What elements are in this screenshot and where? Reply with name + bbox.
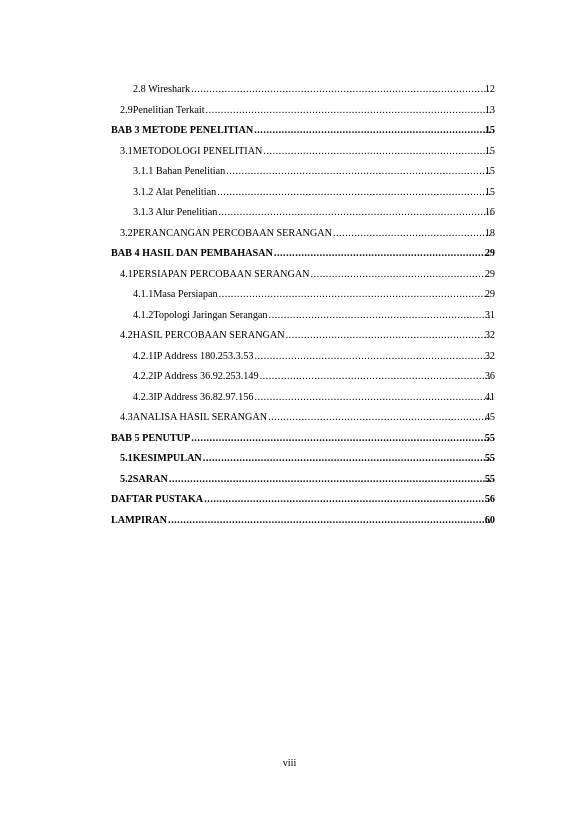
toc-row — [0, 347, 579, 368]
toc-entry-number: 5.1 — [120, 453, 133, 464]
toc-entry-page: 15 — [484, 145, 495, 157]
toc-entry-title: 2.8 Wireshark — [133, 84, 191, 95]
toc-entry-page: 56 — [484, 494, 495, 505]
dot-leader — [168, 511, 491, 532]
toc-entry-title: Penelitian Terkait — [132, 104, 205, 116]
toc-row — [0, 121, 579, 142]
toc-row — [0, 162, 579, 183]
dot-leader — [226, 162, 491, 183]
dot-leader — [254, 347, 491, 368]
table-of-contents — [0, 80, 579, 531]
toc-entry-number: 4.1.2 — [133, 309, 154, 321]
toc-entry-page: 15 — [484, 186, 495, 198]
toc-entry-page: 15 — [484, 166, 495, 177]
toc-entry-number: 3.1 — [120, 145, 133, 157]
dot-leader — [217, 183, 491, 204]
page-number: viii — [282, 758, 297, 769]
toc-row — [0, 183, 579, 204]
toc-row — [0, 367, 579, 388]
toc-entry-number: 4.2.3 — [133, 391, 154, 403]
dot-leader — [274, 244, 491, 265]
toc-row — [0, 142, 579, 163]
toc-entry-number: 4.2.1 — [133, 350, 154, 362]
dot-leader — [268, 408, 491, 429]
toc-entry-number: 3.2 — [120, 227, 133, 239]
toc-row — [0, 326, 579, 347]
toc-entry-page: 55 — [484, 473, 495, 485]
toc-entry-page: 16 — [484, 207, 495, 218]
toc-row — [0, 388, 579, 409]
toc-entry-number: 4.3 — [120, 412, 133, 423]
toc-row — [0, 408, 579, 429]
toc-entry-page: 55 — [484, 432, 495, 444]
dot-leader — [218, 203, 491, 224]
dot-leader — [263, 142, 491, 163]
toc-row — [0, 285, 579, 306]
toc-row — [0, 306, 579, 327]
toc-entry-title: Topologi Jaringan Serangan — [153, 309, 268, 321]
toc-entry-title: LAMPIRAN — [111, 514, 168, 526]
toc-entry-page: 32 — [484, 350, 495, 362]
toc-entry-title: IP Address 36.82.97.156 — [153, 391, 254, 403]
dot-leader — [254, 388, 491, 409]
toc-entry-title: BAB 4 HASIL DAN PEMBAHASAN — [111, 248, 273, 259]
toc-entry-title: BAB 3 METODE PENELITIAN — [111, 125, 254, 136]
toc-row — [0, 490, 579, 511]
toc-row — [0, 80, 579, 101]
dot-leader — [260, 367, 491, 388]
toc-entry-title: 3.1.2 Alat Penelitian — [133, 186, 217, 198]
toc-entry-title: IP Address 180.253.3.53 — [153, 350, 254, 362]
toc-entry-title: 3.1.3 Alur Penelitian — [133, 207, 218, 218]
toc-entry-title: PERSIAPAN PERCOBAAN SERANGAN — [132, 268, 310, 280]
toc-row — [0, 511, 579, 532]
toc-entry-page: 18 — [484, 227, 495, 239]
dot-leader — [286, 326, 491, 347]
toc-entry-page: 13 — [484, 104, 495, 116]
dot-leader — [169, 470, 491, 491]
dot-leader — [269, 306, 491, 327]
toc-entry-title: PERANCANGAN PERCOBAAN SERANGAN — [132, 227, 332, 239]
toc-row — [0, 224, 579, 245]
toc-entry-number: 5.2 — [120, 473, 133, 485]
toc-entry-page: 45 — [484, 412, 495, 423]
toc-entry-title: KESIMPULAN — [132, 453, 202, 464]
toc-entry-page: 12 — [484, 84, 495, 95]
toc-entry-number: 4.1 — [120, 268, 133, 280]
toc-entry-title: SARAN — [132, 473, 168, 485]
toc-entry-title: IP Address 36.92.253.149 — [153, 371, 259, 382]
toc-row — [0, 265, 579, 286]
toc-entry-title: 3.1.1 Bahan Penelitian — [133, 166, 226, 177]
toc-entry-page: 36 — [484, 371, 495, 382]
toc-row — [0, 203, 579, 224]
toc-entry-number: 4.2.2 — [133, 371, 154, 382]
dot-leader — [333, 224, 491, 245]
toc-entry-number: 4.2 — [120, 330, 133, 341]
toc-row — [0, 470, 579, 491]
toc-entry-title: Masa Persiapan — [153, 289, 218, 300]
toc-row — [0, 101, 579, 122]
toc-entry-page: 29 — [484, 289, 495, 300]
toc-entry-title: BAB 5 PENUTUP — [111, 432, 191, 444]
toc-row — [0, 429, 579, 450]
dot-leader — [206, 101, 491, 122]
dot-leader — [203, 449, 491, 470]
toc-entry-title: DAFTAR PUSTAKA — [111, 494, 204, 505]
dot-leader — [311, 265, 491, 286]
toc-entry-page: 15 — [484, 125, 495, 136]
toc-entry-title: METODOLOGI PENELITIAN — [132, 145, 263, 157]
dot-leader — [204, 490, 491, 511]
toc-entry-page: 60 — [484, 514, 495, 526]
toc-entry-page: 29 — [484, 248, 495, 259]
toc-row — [0, 244, 579, 265]
toc-row — [0, 449, 579, 470]
toc-entry-page: 31 — [484, 309, 495, 321]
dot-leader — [191, 80, 491, 101]
toc-entry-page: 41 — [484, 391, 495, 403]
dot-leader — [191, 429, 491, 450]
dot-leader — [219, 285, 491, 306]
toc-entry-title: ANALISA HASIL SERANGAN — [132, 412, 268, 423]
toc-entry-title: HASIL PERCOBAAN SERANGAN — [132, 330, 285, 341]
dot-leader — [254, 121, 491, 142]
toc-entry-page: 32 — [484, 330, 495, 341]
toc-entry-number: 4.1.1 — [133, 289, 154, 300]
toc-entry-number: 2.9 — [120, 104, 133, 116]
toc-entry-page: 29 — [484, 268, 495, 280]
toc-entry-page: 55 — [484, 453, 495, 464]
